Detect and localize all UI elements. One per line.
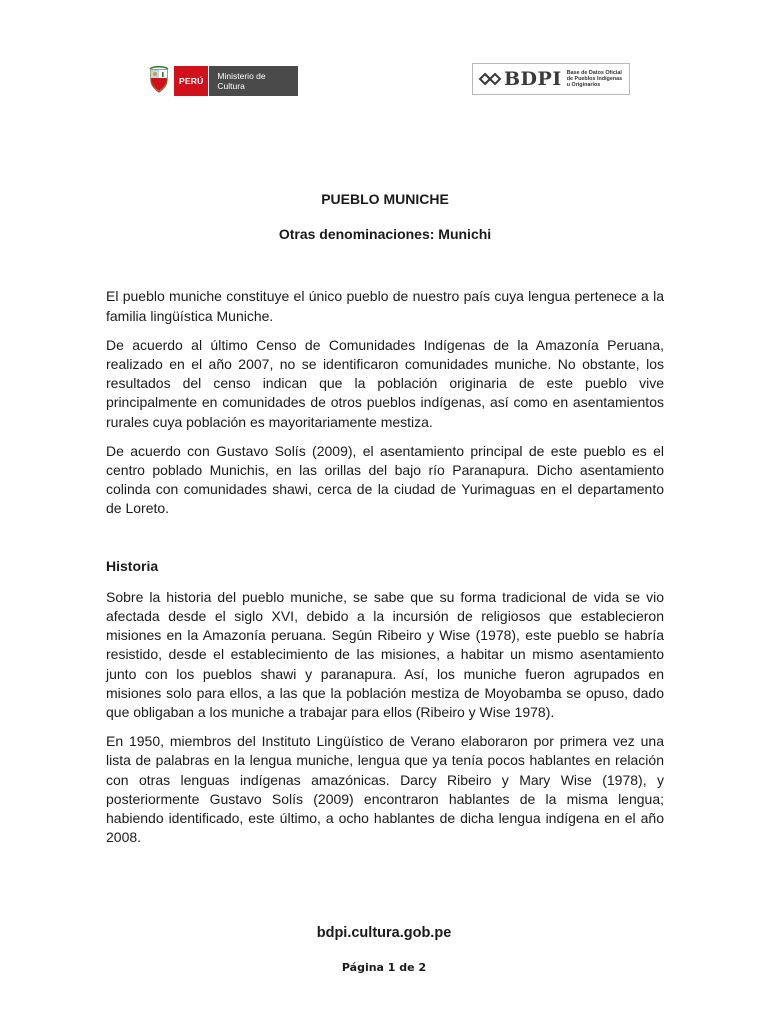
document-title: PUEBLO MUNICHE [321,191,449,207]
peru-coat-of-arms-icon [148,66,170,94]
bdpi-subtitle [567,70,622,89]
bdpi-acronym: BDPI [504,68,562,90]
bdpi-knot-icon [478,68,502,90]
intro-paragraph: De acuerdo con Gustavo Solís (2009), el asentamiento principal de este pueblo es el centro poblado Munichis, en las orillas del bajo río Paranapura. Dicho asentamiento colinda con comunidades shawi, cerca de la ciudad de Yurimaguas en el departamento de Loreto. [106,442,664,517]
bdpi-subtitle-line: u Originarios [566,82,601,89]
bdpi-subtitle-line: Base de Datos Oficial [566,69,622,76]
page-number: Página 1 de 2 [341,961,427,974]
history-heading: Historia [106,557,159,574]
document-body [106,190,664,847]
document-subtitle: Otras denominaciones: Munichi [278,226,492,243]
intro-paragraph: De acuerdo al último Censo de Comunidades Indígenas de la Amazonía Peruana, realizado en el año 2007, no se identificaron comunidades muniche. No obstante, los resultados del censo indican que la población originaria de este pueblo vive principalmente en comunidades de otros pueblos indígenas, así como en asentamientos rurales cuya población es mayoritariamente mestiza. [106,336,664,430]
peru-label: PERÚ [174,66,208,96]
footer-url[interactable]: bdpi.cultura.gob.pe [316,925,452,941]
intro-paragraph: El pueblo muniche constituye el único pueblo de nuestro país cuya lengua pertenece a la familia lingüística Muniche. [106,288,664,324]
bdpi-logo [472,63,630,95]
page-header [0,0,768,110]
ministry-label: Ministerio de Cultura [209,66,298,96]
ministry-of-culture-logo [148,66,298,96]
bdpi-subtitle-line: de Pueblos Indígenas [566,75,623,82]
history-paragraph: En 1950, miembros del Instituto Lingüístico de Verano elaboraron por primera vez una lista de palabras en la lengua muniche, lengua que ya tenía pocos hablantes en relación con otras lenguas indígenas amazónicas. Darcy Ribeiro y Mary Wise (1978), y posteriormente Gustavo Solís (2009) encontraron hablantes de la misma lengua; habiendo identificado, este último, a ocho hablantes de dicha lengua indígena en el año 2008. [106,733,664,846]
history-paragraph: Sobre la historia del pueblo muniche, se sabe que su forma tradicional de vida se vio afectada desde el siglo XVI, debido a la incursión de religiosos que establecieron misiones en la Amazonía peruana. Según Ribeiro y Wise (1978), este pueblo se habría resistido, desde el establecimiento de las misiones, a habitar un mismo asentamiento junto con los pueblos shawi y paranapura. Así, los muniche fueron agrupados en misiones solo para ellos, a las que la población mestiza de Moyobamba se opuso, dado que obligaban a los muniche a trabajar para ellos (Ribeiro y Wise 1978). [106,588,664,721]
